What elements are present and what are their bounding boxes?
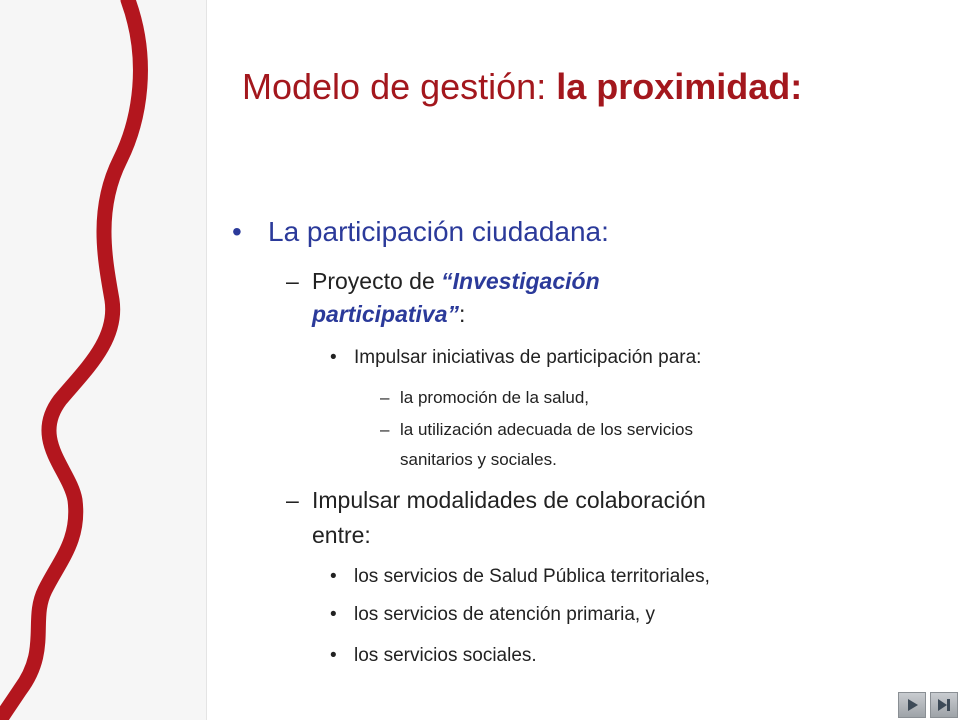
next-slide-button[interactable] xyxy=(898,692,926,718)
sub1-prefix: Proyecto de xyxy=(312,268,442,294)
sub1-suffix: : xyxy=(459,301,466,327)
end-icon xyxy=(931,693,957,717)
sub1-bullet-text: Impulsar iniciativas de participación para: xyxy=(354,347,702,368)
sub2-bullet-1: los servicios de Salud Pública territoriales, xyxy=(354,566,710,587)
bullet-dot: • xyxy=(330,566,337,587)
sub1-line1 xyxy=(312,265,600,297)
sub1-item-1: la promoción de la salud, xyxy=(400,388,590,407)
dash-mark: – xyxy=(286,268,299,294)
title-normal-part: Modelo de gestión: xyxy=(242,66,557,107)
sub2-bullet-2: los servicios de atención primaria, y xyxy=(354,604,655,625)
title-bold-part: la proximidad: xyxy=(556,66,803,107)
sub2-line1: Impulsar modalidades de colaboración xyxy=(312,487,706,513)
sub2-line2: entre: xyxy=(312,522,371,548)
bullet-dot: • xyxy=(330,347,337,368)
sub1-line2 xyxy=(312,298,465,330)
sub1-item-2-cont: sanitarios y sociales. xyxy=(400,450,557,469)
last-slide-button[interactable] xyxy=(930,692,958,718)
bullet-dot: • xyxy=(330,645,337,666)
sub2-bullet-3: los servicios sociales. xyxy=(354,645,537,666)
bullet-dot: • xyxy=(330,604,337,625)
main-bullet-text: La participación ciudadana: xyxy=(268,216,609,247)
sub1-emphasis-line2: participativa” xyxy=(312,301,459,327)
triangle-right-icon xyxy=(899,693,925,717)
dash-mark: – xyxy=(380,388,390,407)
dash-mark: – xyxy=(286,487,299,513)
bullet-dot: • xyxy=(232,216,242,247)
sub1-item-2: la utilización adecuada de los servicios xyxy=(400,420,693,439)
dash-mark: – xyxy=(380,420,390,439)
sub1-emphasis-line1: “Investigación xyxy=(441,268,600,294)
